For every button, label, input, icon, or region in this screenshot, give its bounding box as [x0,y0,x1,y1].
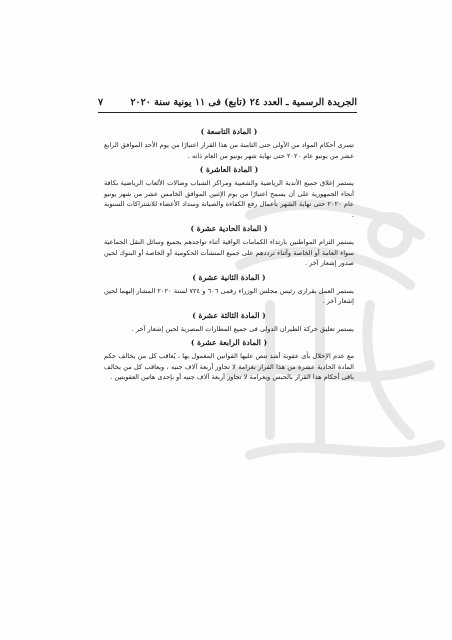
article-heading: ( المادة الرابعة عشرة ) [190,338,268,347]
article-paragraph: يستمر إغلاق جميع الأندية الرياضية والشعبية ومراكز الشباب وصالات الألعاب الرياضية بكافة أنحاء الجمهورية على أن يسمح اعتبارًا من يوم الإثنين الموافق الخامس عشر من شهر يونيو عام ٢٠٢٠ حتى نهاية الشهر بأعمال رفع الكفاءة والصيانة وسداد الأعضاء للاشتراكات السنوية . [104,179,354,219]
article-heading: ( المادة التاسعة ) [200,127,258,136]
article-heading: ( المادة الحادية عشرة ) [190,224,268,233]
document-body [104,124,354,386]
article-heading: ( المادة الثانية عشرة ) [192,272,266,282]
article-heading: ( المادة الثالثة عشرة ) [192,310,266,320]
article-paragraph: يستمر العمل بقرارى رئيس مجلس الوزراء رقمى ٦٠٦ و ٧٢٤ لسنة ٢٠٢٠ المشار إليهما لحين إشعار آخر . [104,286,354,305]
article-heading: ( المادة العاشرة ) [199,165,259,174]
article-paragraph: مع عدم الإخلال بأى عقوبة أشد تنص عليها القوانين المعمول بها ، يُعاقب كل من يخالف حكم المادة الحادية عشرة من هذا القرار بغرامة لا تجاوز أربعة آلاف جنيه ، ويعاقب كل من يخالف باقى أحكام هذا القرار بالحبس وبغرامة لا تجاوز أربعة آلاف جنيه أو بإحدى هاتين العقوبتين . [104,352,354,381]
article-paragraph: تسرى أحكام المواد من الأولى حتى الثامنة من هذا القرار اعتبارًا من يوم الأحد الموافق الرابع عشر من يونيو عام ٢٠٢٠ حتى نهاية شهر يونيو من العام ذاته . [104,141,354,160]
article-paragraph: يستمر التزام المواطنين بارتداء الكمامات الواقية أثناء تواجدهم بجميع وسائل النقل الجماعية سواء العامة أو الخاصة وأثناء ترددهم على جميع المنشآت الحكومية أو الخاصة أو البنوك لحين صدور إشعار آخر . [104,238,354,267]
header-title: الجريدة الرسمية ـ العدد ٢٤ (تابع) فى ١١ يونية سنة ٢٠٢٠ [130,97,357,108]
page-number: ٧ [98,97,104,108]
page-header [98,96,357,113]
article-paragraph: يستمر تعليق حركة الطيران الدولى فى جميع المطارات المصرية لحين إشعار آخر . [131,324,354,333]
